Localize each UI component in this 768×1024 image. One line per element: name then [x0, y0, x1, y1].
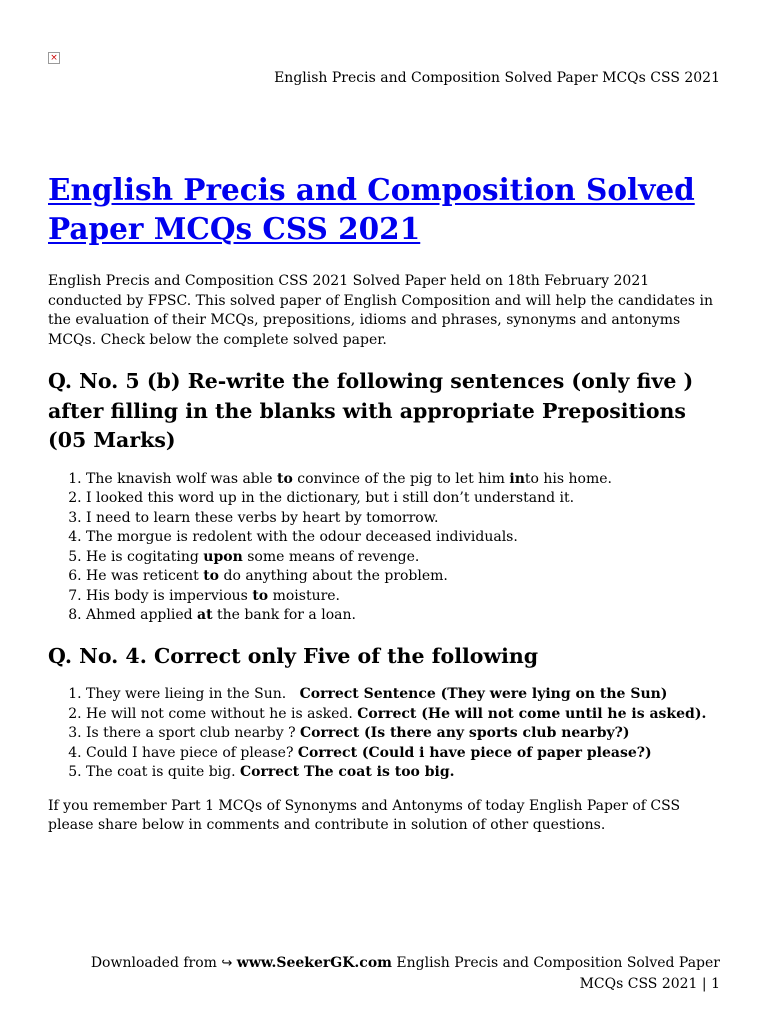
question-5-heading: Q. No. 5 (b) Re-write the following sentences (only five ) after filling in the blanks with appropriate Prepositions (05 Marks) [48, 369, 694, 452]
list-item: 2. He will not come without he is asked. Correct (He will not come until he is asked). [86, 705, 720, 725]
list-item: 3. Is there a sport club nearby ? Correct (Is there any sports club nearby?) [86, 724, 720, 744]
list-item: 2. I looked this word up in the dictionary, but i still don’t understand it. [86, 489, 720, 509]
list-item: 5. The coat is quite big. Correct The coat is too big. [86, 763, 720, 783]
question-4-list [48, 685, 720, 783]
list-item: 3. I need to learn these verbs by heart by tomorrow. [86, 509, 720, 529]
list-item: 5. He is cogitating upon some means of revenge. [86, 548, 720, 568]
page-title [48, 170, 720, 248]
list-item: 4. The morgue is redolent with the odour deceased individuals. [86, 528, 720, 548]
question-5-list [48, 470, 720, 626]
list-item: 4. Could I have piece of please? Correct (Could i have piece of paper please?) [86, 744, 720, 764]
list-item: 1. They were lieing in the Sun. Correct Sentence (They were lying on the Sun) [86, 685, 720, 705]
list-item: 1. The knavish wolf was able to convince of the pig to let him into his home. [86, 470, 720, 490]
list-item: 7. His body is impervious to moisture. [86, 587, 720, 607]
page-title-link[interactable]: English Precis and Composition Solved Paper MCQs CSS 2021 [48, 172, 695, 246]
site-link[interactable]: www.SeekerGK.com [236, 955, 392, 971]
closing-paragraph: If you remember Part 1 MCQs of Synonyms and Antonyms of today English Paper of CSS please share below in comments and contribute in solution of other questions. [48, 797, 681, 833]
footer-line-2: MCQs CSS 2021 | 1 [579, 976, 720, 992]
broken-image-icon: × [48, 52, 60, 64]
list-item: 6. He was reticent to do anything about the problem. [86, 567, 720, 587]
footer [91, 953, 720, 994]
question-4-heading: Q. No. 4. Correct only Five of the following [48, 643, 539, 668]
footer-line-1: Downloaded from ↪ www.SeekerGK.com English Precis and Composition Solved Paper [90, 955, 720, 971]
redirect-arrow-icon: ↪ [221, 956, 233, 971]
intro-paragraph: English Precis and Composition CSS 2021 Solved Paper held on 18th February 2021 conducted by FPSC. This solved paper of English Composition and will help the candidates in the evaluation of their MCQs, prepositions, idioms and phrases, synonyms and antonyms MCQs. Check below the complete solved paper. [48, 273, 713, 348]
list-item: 8. Ahmed applied at the bank for a loan. [86, 606, 720, 626]
article [48, 170, 720, 836]
header-title: English Precis and Composition Solved Paper MCQs CSS 2021 [274, 70, 720, 86]
